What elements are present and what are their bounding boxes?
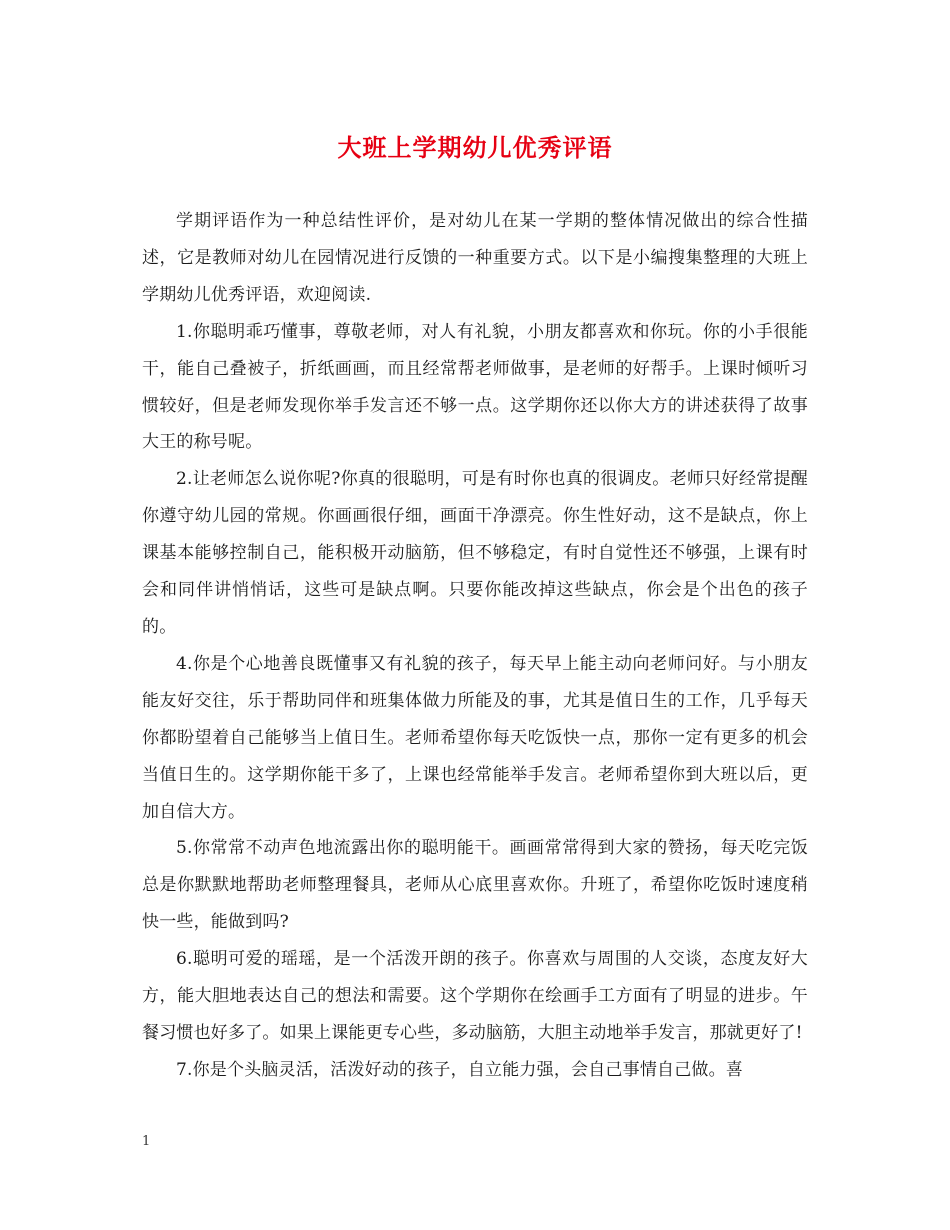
paragraph-comment-4: 4.你是个心地善良既懂事又有礼貌的孩子，每天早上能主动向老师问好。与小朋友能友好交往，乐于帮助同伴和班集体做力所能及的事，尤其是值日生的工作，几乎每天你都盼望着自己能够当上值日生。老师希望你每天吃饭快一点，那你一定有更多的机会当值日生的。这学期你能干多了，上课也经常能举手发言。老师希望你到大班以后，更加自信大方。 xyxy=(142,653,808,822)
paragraph-comment-2: 2.让老师怎么说你呢?你真的很聪明，可是有时你也真的很调皮。老师只好经常提醒你遵守幼儿园的常规。你画画很仔细，画面干净漂亮。你生性好动，这不是缺点，你上课基本能够控制自己，能积极开动脑筋，但不够稳定，有时自觉性还不够强，上课有时会和同伴讲悄悄话，这些可是缺点啊。只要你能改掉这些缺点，你会是个出色的孩子的。 xyxy=(142,469,808,637)
paragraph-comment-6: 6.聪明可爱的瑶瑶，是一个活泼开朗的孩子。你喜欢与周围的人交谈，态度友好大方，能大胆地表达自己的想法和需要。这个学期你在绘画手工方面有了明显的进步。午餐习惯也好多了。如果上课能更专心些，多动脑筋，大胆主动地举手发言，那就更好了! xyxy=(142,949,808,1043)
document-title: 大班上学期幼儿优秀评语 xyxy=(337,133,613,162)
paragraph-comment-7: 7.你是个头脑灵活，活泼好动的孩子，自立能力强，会自己事情自己做。喜 xyxy=(176,1059,744,1080)
document-body xyxy=(142,203,808,1089)
paragraph-comment-1: 1.你聪明乖巧懂事，尊敬老师，对人有礼貌，小朋友都喜欢和你玩。你的小手很能干，能自己叠被子，折纸画画，而且经常帮老师做事，是老师的好帮手。上课时倾听习惯较好，但是老师发现你举手发言还不够一点。这学期你还以你大方的讲述获得了故事大王的称号呢。 xyxy=(142,321,808,453)
paragraph-intro: 学期评语作为一种总结性评价，是对幼儿在某一学期的整体情况做出的综合性描述，它是教师对幼儿在园情况进行反馈的一种重要方式。以下是小编搜集整理的大班上学期幼儿优秀评语，欢迎阅读. xyxy=(142,211,808,305)
page-number: 1 xyxy=(142,1134,151,1149)
paragraph-comment-5: 5.你常常不动声色地流露出你的聪明能干。画画常常得到大家的赞扬，每天吃完饭总是你默默地帮助老师整理餐具，老师从心底里喜欢你。升班了，希望你吃饭时速度稍快一些，能做到吗? xyxy=(142,838,808,933)
